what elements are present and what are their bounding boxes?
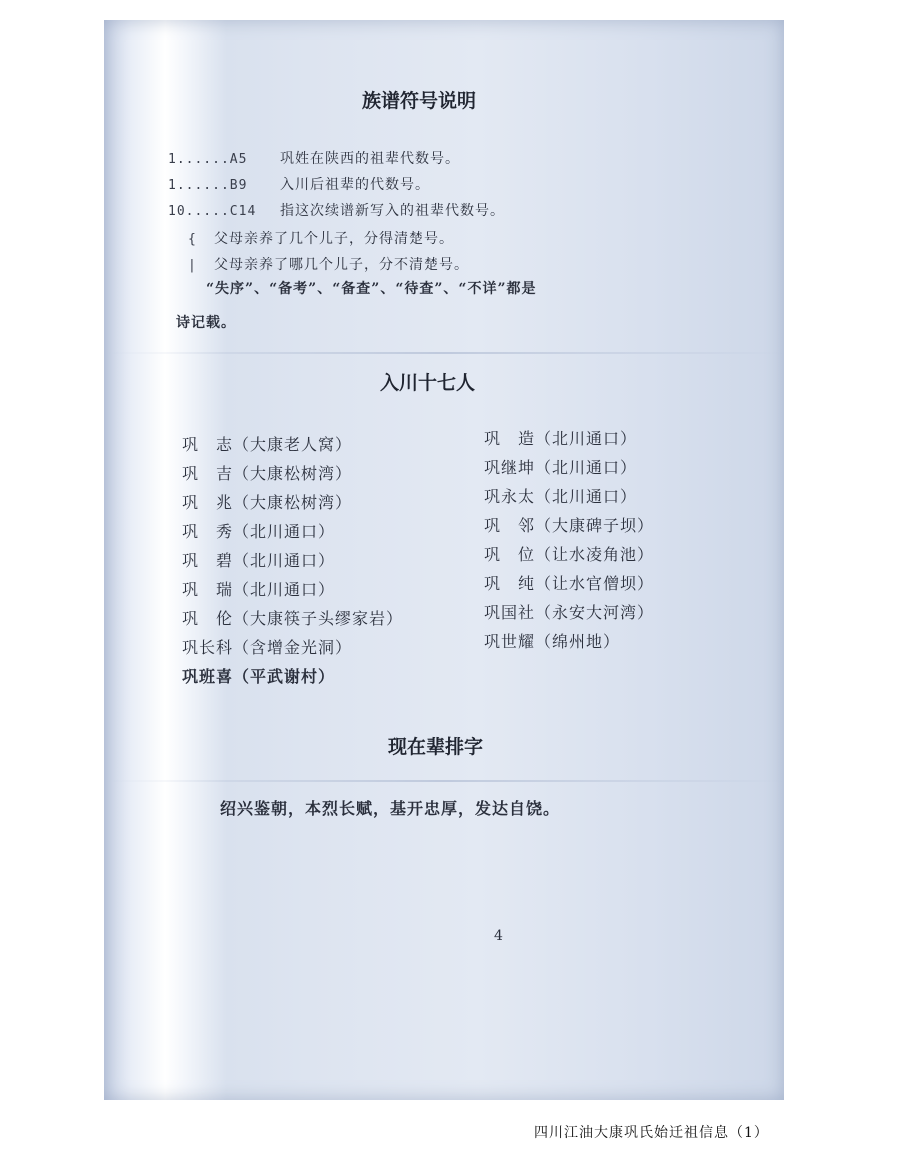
ancestor-left: 巩长科（含增金光洞） — [182, 638, 353, 657]
symbol-text: 入川后祖辈的代数号。 — [280, 177, 430, 193]
ancestor-right: 巩世耀（绵州地） — [484, 632, 621, 651]
ancestor-left: 巩 秀（北川通口） — [182, 522, 336, 541]
symbol-line — [168, 148, 460, 168]
symbol-line — [188, 228, 454, 248]
symbol-code: 1......B9 — [168, 178, 248, 193]
ancestor-right: 巩 造（北川通口） — [484, 429, 638, 448]
page-number: 4 — [494, 928, 503, 944]
symbol-code: { — [188, 232, 197, 247]
section-title-seventeen: 入川十七人 — [380, 372, 476, 394]
ancestor-right: 巩 纯（让水官僧坝） — [484, 574, 655, 593]
ancestor-right: 巩 位（让水凌角池） — [484, 545, 655, 564]
symbol-line — [168, 200, 505, 220]
note-line: 诗记载。 — [176, 315, 236, 331]
ancestor-right: 巩永太（北川通口） — [484, 487, 638, 506]
symbol-code: | — [188, 258, 197, 273]
symbol-text: 父母亲养了哪几个儿子，分不清楚号。 — [214, 257, 469, 273]
ancestor-left: 巩 瑞（北川通口） — [182, 580, 336, 599]
ancestor-right: 巩 邻（大康碑子坝） — [484, 516, 655, 535]
symbol-line — [188, 254, 469, 274]
ancestor-left: 巩 碧（北川通口） — [182, 551, 336, 570]
ancestor-left: 巩 伦（大康筷子头缪家岩） — [182, 609, 404, 628]
symbol-text: 父母亲养了几个儿子，分得清楚号。 — [214, 231, 454, 247]
ancestor-left: 巩 志（大康老人窝） — [182, 435, 353, 454]
generation-characters: 绍兴鉴朝，本烈长赋，基开忠厚，发达自饶。 — [220, 799, 561, 818]
symbol-code: 1......A5 — [168, 152, 248, 167]
section-title-generation: 现在辈排字 — [388, 736, 484, 758]
paper-crease — [104, 352, 784, 354]
ancestor-right: 巩国社（永安大河湾） — [484, 603, 655, 622]
symbol-title: 族谱符号说明 — [362, 90, 477, 112]
symbol-code: 10.....C14 — [168, 204, 257, 219]
symbol-text: 指这次续谱新写入的祖辈代数号。 — [280, 203, 505, 219]
note-line: “失序”、“备考”、“备查”、“待查”、“不详”都是 — [206, 281, 537, 297]
document-photo — [104, 20, 784, 1100]
paper-crease — [104, 780, 784, 782]
image-caption: 四川江油大康巩氏始迁祖信息（1） — [534, 1125, 769, 1141]
ancestor-left: 巩 兆（大康松树湾） — [182, 493, 353, 512]
ancestor-left: 巩班喜（平武谢村） — [182, 667, 336, 686]
ancestor-right: 巩继坤（北川通口） — [484, 458, 638, 477]
symbol-line — [168, 174, 430, 194]
symbol-text: 巩姓在陕西的祖辈代数号。 — [280, 151, 460, 167]
ancestor-left: 巩 吉（大康松树湾） — [182, 464, 353, 483]
